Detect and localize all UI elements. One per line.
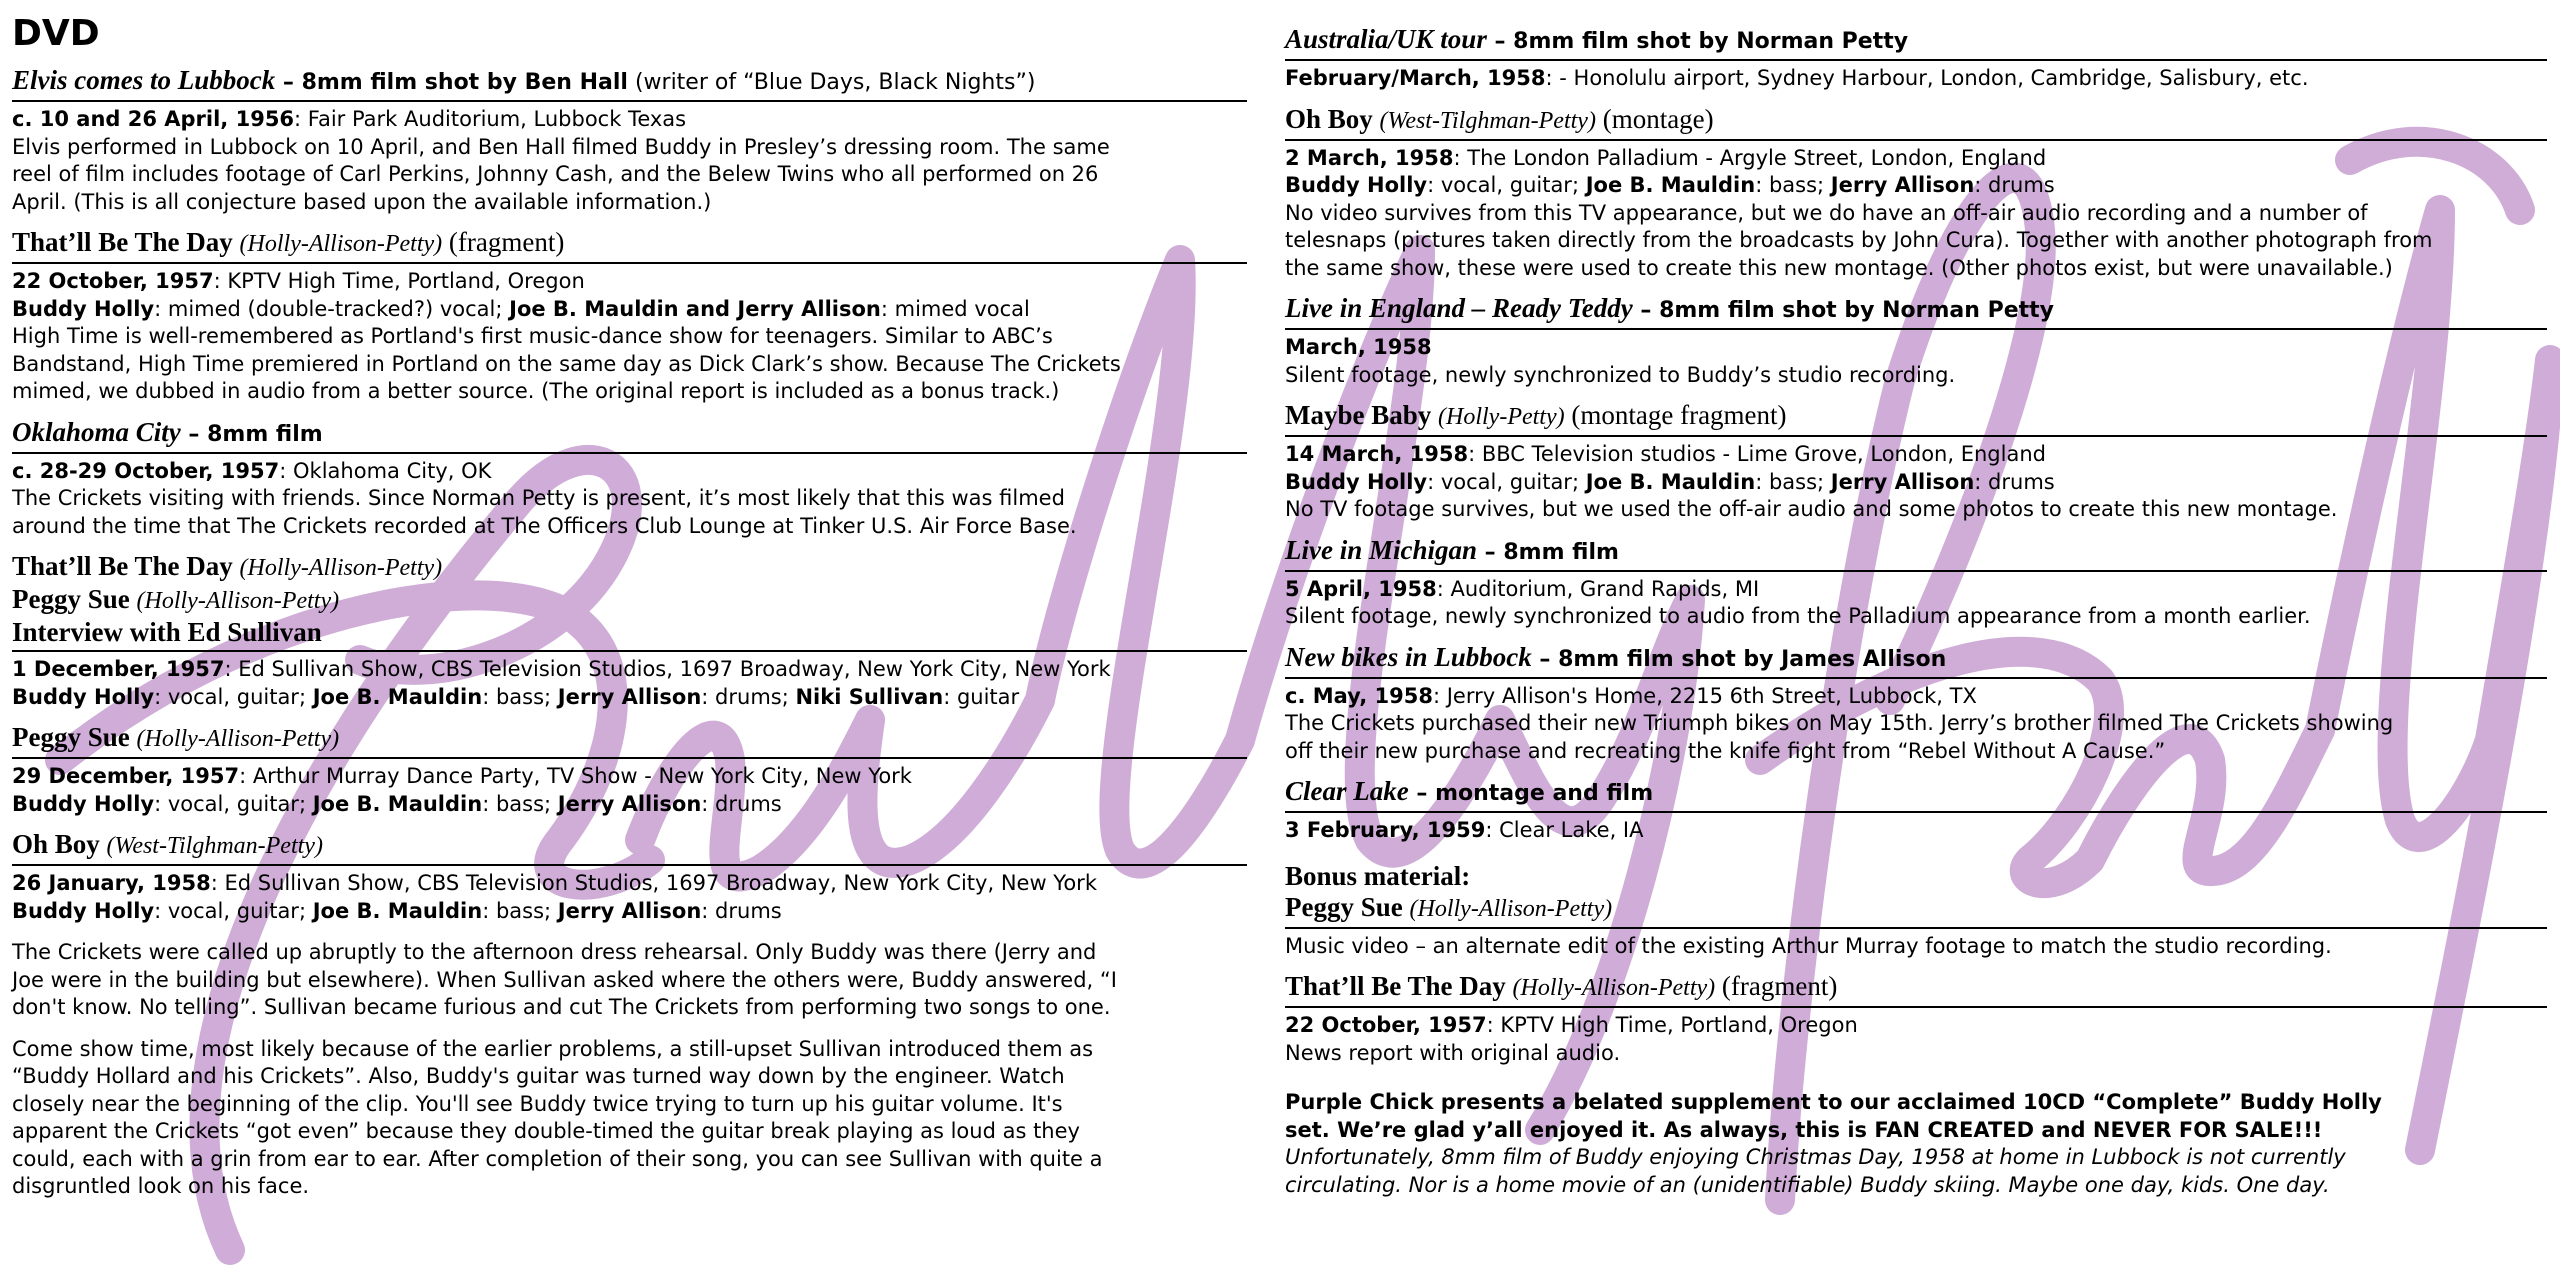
description-line: No video survives from this TV appearance, but we do have an off-air audio recording and a number of — [1285, 200, 2368, 225]
description-line: Music video – an alternate edit of the existing Arthur Murray footage to match the studio recording. — [1285, 933, 2332, 958]
section-oh-boy-palladium — [1285, 104, 2547, 283]
section-live-in-england — [1285, 293, 2547, 389]
closing-note — [1285, 1089, 2547, 1199]
personnel-line: Buddy Holly: vocal, guitar; Joe B. Mauldin: bass; Jerry Allison: drums — [12, 898, 782, 923]
section-peggy-sue-arthur-murray — [12, 722, 1247, 818]
date-line: 1 December, 1957: Ed Sullivan Show, CBS Television Studios, 1697 Broadway, New York City, New York — [12, 657, 1111, 681]
description-line: Joe were in the building but elsewhere). When Sullivan asked where the others were, Buddy answered, “I — [12, 967, 1117, 992]
section-title: Oh Boy (West-Tilghman-Petty) — [12, 829, 1247, 866]
description-line: closely near the beginning of the clip. You'll see Buddy twice trying to turn up his guitar volume. It's — [12, 1091, 1063, 1116]
section-bonus-material — [1285, 861, 2547, 961]
date-line: 22 October, 1957: KPTV High Time, Portland, Oregon — [12, 269, 585, 293]
description-line: The Crickets purchased their new Triumph bikes on May 15th. Jerry’s brother filmed The Crickets showing — [1285, 711, 2394, 735]
date-line: February/March, 1958: - Honolulu airport, Sydney Harbour, London, Cambridge, Salisbury, etc. — [1285, 66, 2309, 90]
closing-line: set. We’re glad y’all enjoyed it. As always, this is FAN CREATED and NEVER FOR SALE!!! — [1285, 1117, 2323, 1142]
description-line: mimed, we dubbed in audio from a better source. (The original report is included as a bonus track.) — [12, 379, 1060, 403]
date-line: 14 March, 1958: BBC Television studios - Lime Grove, London, England — [1285, 442, 2046, 466]
section-title: That’ll Be The Day (Holly-Allison-Petty) (fragment) — [12, 227, 1247, 264]
description-line: reel of film includes footage of Carl Perkins, Johnny Cash, and the Belew Twins who all performed on 26 — [12, 162, 1099, 186]
date-line: March, 1958 — [1285, 335, 1432, 359]
section-australia-uk-tour — [1285, 24, 2547, 93]
section-oh-boy-ed-sullivan — [12, 829, 1247, 1201]
description-line: No TV footage survives, but we used the off-air audio and some photos to create this new montage. — [1285, 497, 2338, 521]
paragraph — [12, 1036, 1247, 1201]
section-title: Maybe Baby (Holly-Petty) (montage fragment) — [1285, 400, 2547, 437]
date-line: 26 January, 1958: Ed Sullivan Show, CBS Television Studios, 1697 Broadway, New York City, New York — [12, 871, 1097, 895]
personnel-line: Buddy Holly: mimed (double-tracked?) vocal; Joe B. Mauldin and Jerry Allison: mimed vocal — [12, 296, 1030, 321]
section-thatll-be-the-day-high-time — [12, 227, 1247, 406]
date-line: 5 April, 1958: Auditorium, Grand Rapids, MI — [1285, 576, 1760, 601]
section-title: That’ll Be The Day (Holly-Allison-Petty) — [12, 551, 443, 581]
right-column — [1285, 12, 2547, 1199]
section-elvis-comes-to-lubbock — [12, 65, 1247, 216]
description-line: disgruntled look on his face. — [12, 1174, 310, 1198]
description-line: “Buddy Hollard and his Crickets”. Also, Buddy's guitar was turned way down by the engineer. Watch — [12, 1064, 1065, 1088]
personnel-line: Buddy Holly: vocal, guitar; Joe B. Mauldin: bass; Jerry Allison: drums — [12, 791, 782, 816]
date-line: c. 28-29 October, 1957: Oklahoma City, OK — [12, 458, 492, 483]
bonus-heading: Bonus material: — [1285, 860, 1471, 891]
description-line: around the time that The Crickets recorded at The Officers Club Lounge at Tinker U.S. Air Force Base. — [12, 513, 1077, 538]
section-title: Live in England – Ready Teddy – 8mm film shot by Norman Petty — [1285, 293, 2547, 330]
section-title: Peggy Sue (Holly-Allison-Petty) — [12, 584, 340, 614]
personnel-line: Buddy Holly: vocal, guitar; Joe B. Mauldin: bass; Jerry Allison: drums — [1285, 173, 2055, 197]
description-line: don't know. No telling”. Sullivan became furious and cut The Crickets from performing two songs to one. — [12, 995, 1111, 1019]
closing-line: Purple Chick presents a belated supplement to our acclaimed 10CD “Complete” Buddy Holly — [1285, 1090, 2382, 1114]
section-thatll-be-the-day-news — [1285, 971, 2547, 1067]
personnel-line: Buddy Holly: vocal, guitar; Joe B. Mauldin: bass; Jerry Allison: drums — [1285, 469, 2055, 494]
description-line: off their new purchase and recreating the knife fight from “Rebel Without A Cause.” — [1285, 738, 2166, 763]
description-line: telesnaps (pictures taken directly from the broadcasts by John Cura). Together with another photograph from — [1285, 228, 2433, 252]
date-line: 3 February, 1959: Clear Lake, IA — [1285, 818, 1644, 842]
description-line: Silent footage, newly synchronized to audio from the Palladium appearance from a month earlier. — [1285, 604, 2311, 628]
description-line: April. (This is all conjecture based upon the available information.) — [12, 189, 712, 214]
date-line: 29 December, 1957: Arthur Murray Dance Party, TV Show - New York City, New York — [12, 764, 912, 788]
closing-line: circulating. Nor is a home movie of an (unidentifiable) Buddy skiing. Maybe one day, kids. One day. — [1285, 1172, 2330, 1197]
paragraph — [12, 939, 1247, 1022]
personnel-line: Buddy Holly: vocal, guitar; Joe B. Mauldin: bass; Jerry Allison: drums; Niki Sullivan: guitar — [12, 684, 1020, 709]
section-title: Peggy Sue (Holly-Allison-Petty) — [1285, 892, 2547, 929]
description-line: could, each with a grin from ear to ear. After completion of their song, you can see Sullivan with quite a — [12, 1146, 1103, 1171]
section-live-in-michigan — [1285, 535, 2547, 631]
section-title: That’ll Be The Day (Holly-Allison-Petty) (fragment) — [1285, 971, 2547, 1008]
closing-line: Unfortunately, 8mm film of Buddy enjoying Christmas Day, 1958 at home in Lubbock is not currently — [1285, 1145, 2346, 1169]
description-line: The Crickets were called up abruptly to the afternoon dress rehearsal. Only Buddy was there (Jerry and — [12, 940, 1097, 964]
date-line: c. May, 1958: Jerry Allison's Home, 2215 6th Street, Lubbock, TX — [1285, 683, 1977, 708]
section-title: Live in Michigan – 8mm film — [1285, 535, 2547, 572]
date-line: 2 March, 1958: The London Palladium - Argyle Street, London, England — [1285, 145, 2047, 170]
left-column — [12, 0, 1247, 1201]
description-line: The Crickets visiting with friends. Since Norman Petty is present, it’s most likely that this was filmed — [12, 486, 1065, 510]
description-line: Come show time, most likely because of the earlier problems, a still-upset Sullivan introduced them as — [12, 1036, 1094, 1061]
section-title: New bikes in Lubbock – 8mm film shot by James Allison — [1285, 642, 2547, 679]
date-line: c. 10 and 26 April, 1956: Fair Park Auditorium, Lubbock Texas — [12, 107, 687, 131]
description-line: News report with original audio. — [1285, 1040, 1621, 1065]
section-oklahoma-city — [12, 417, 1247, 541]
section-title: Interview with Ed Sullivan — [12, 617, 1247, 652]
section-ed-sullivan-december — [12, 551, 1247, 711]
date-line: 22 October, 1957: KPTV High Time, Portland, Oregon — [1285, 1013, 1858, 1037]
description-line: the same show, these were used to create this new montage. (Other photos exist, but were unavailable.) — [1285, 255, 2393, 280]
description-line: High Time is well-remembered as Portland's first music-dance show for teenagers. Similar to ABC’s — [12, 324, 1053, 348]
section-title: Oklahoma City – 8mm film — [12, 417, 1247, 454]
description-line: Bandstand, High Time premiered in Portland on the same day as Dick Clark’s show. Because The Crickets — [12, 351, 1121, 376]
description-line: Elvis performed in Lubbock on 10 April, and Ben Hall filmed Buddy in Presley’s dressing room. The same — [12, 134, 1110, 159]
section-clear-lake — [1285, 776, 2547, 845]
description-line: Silent footage, newly synchronized to Buddy’s studio recording. — [1285, 362, 1956, 387]
description-line: apparent the Crickets “got even” because they double-timed the guitar break playing as loud as they — [12, 1119, 1080, 1143]
section-maybe-baby — [1285, 400, 2547, 524]
section-title: Clear Lake – montage and film — [1285, 776, 2547, 813]
section-title: Elvis comes to Lubbock – 8mm film shot by Ben Hall (writer of “Blue Days, Black Nights”) — [12, 65, 1247, 102]
page-heading: DVD — [12, 13, 100, 54]
section-title: Peggy Sue (Holly-Allison-Petty) — [12, 722, 1247, 759]
section-title: Australia/UK tour – 8mm film shot by Norman Petty — [1285, 24, 2547, 61]
section-new-bikes-in-lubbock — [1285, 642, 2547, 766]
section-title: Oh Boy (West-Tilghman-Petty) (montage) — [1285, 104, 2547, 141]
